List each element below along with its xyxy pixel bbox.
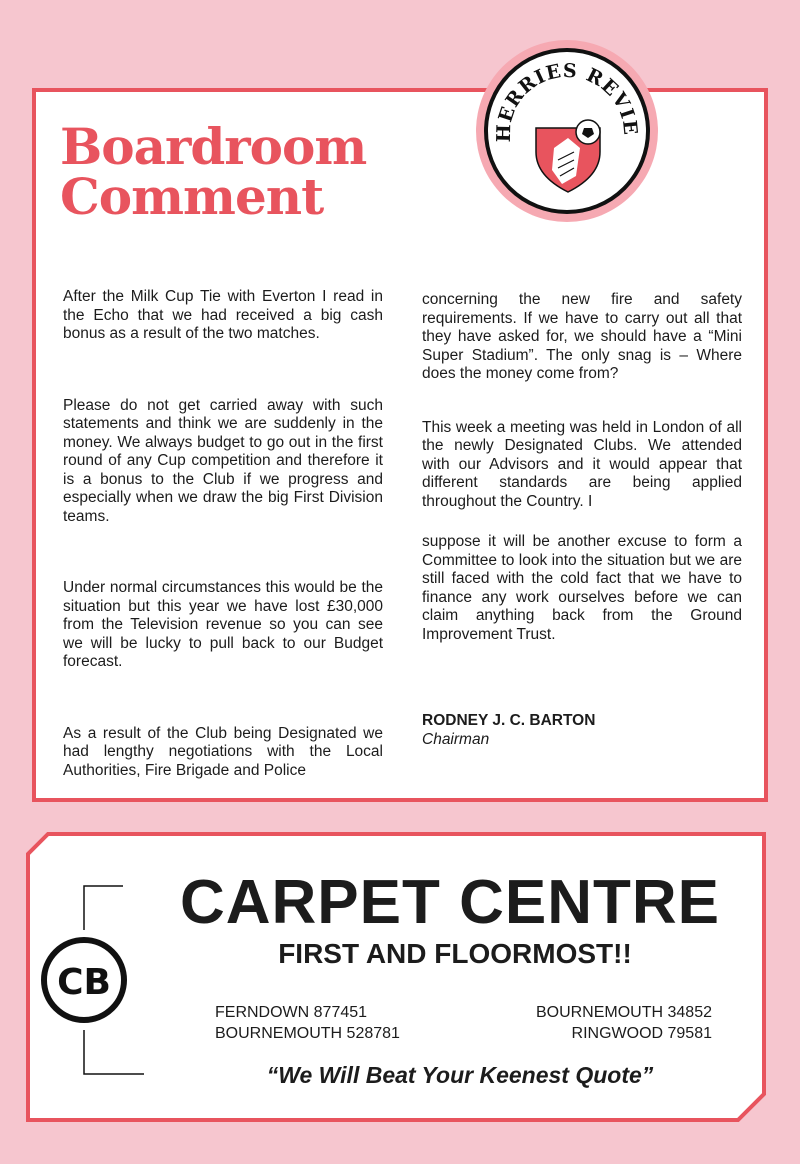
advert-subtitle: FIRST AND FLOORMOST!! bbox=[278, 938, 632, 969]
badge-text: HERRIES REVIE bbox=[492, 59, 642, 143]
article-heading bbox=[60, 117, 367, 226]
advert-title: CARPET CENTRE bbox=[179, 868, 721, 937]
logo-text: CB bbox=[57, 962, 111, 1003]
badge-inner-circle bbox=[484, 48, 650, 214]
cb-logo-icon bbox=[38, 880, 148, 1080]
article-right-column bbox=[422, 291, 742, 749]
phone-number: BOURNEMOUTH 34852 bbox=[535, 1004, 712, 1021]
phone-list-right bbox=[470, 1002, 712, 1044]
article-left-column bbox=[63, 288, 383, 780]
paragraph: Under normal circumstances this would be the situation but this year we have lost £30,000 from the Television revenue so you can see we will be lucky to pull back to our Budget forecast. bbox=[63, 579, 383, 670]
paragraph: Please do not get carried away with such statements and think we are suddenly in the money. We always budget to go out in the first round of any Cup competition and therefore it is a bonus to the Club if we progress and especially when we draw the big First Division teams. bbox=[63, 396, 383, 525]
phone-number: FERNDOWN 877451 bbox=[215, 1004, 368, 1021]
signature-name: RODNEY J. C. BARTON bbox=[422, 712, 596, 729]
phone-number: RINGWOOD 79581 bbox=[571, 1025, 712, 1042]
paragraph: As a result of the Club being Designated we had lengthy negotiations with the Local Authorities, Fire Brigade and Police bbox=[63, 724, 383, 779]
heading-line-1: Boardroom bbox=[60, 117, 367, 176]
advert-quote: “We Will Beat Your Keenest Quote” bbox=[266, 1062, 654, 1088]
paragraph: This week a meeting was held in London of all the newly Designated Clubs. We attended with our Advisors and it would appear that different standards are being applied throughout the Country. I bbox=[422, 418, 742, 510]
phone-number: BOURNEMOUTH 528781 bbox=[215, 1025, 400, 1042]
cherries-review-badge bbox=[476, 40, 658, 222]
paragraph: After the Milk Cup Tie with Everton I read in the Echo that we had received a big cash bonus as a result of the two matches. bbox=[63, 288, 383, 342]
paragraph: suppose it will be another excuse to form a Committee to look into the situation but we are still faced with the cold fact that we have to finance any work ourselves before we can claim anything back from the Ground Improvement Trust. bbox=[422, 533, 742, 643]
paragraph: concerning the new fire and safety requirements. If we have to carry out all that they have asked for, we should have a “Mini Super Stadium”. The only snag is – Where does the money come from? bbox=[422, 291, 742, 382]
carpet-centre-logo bbox=[38, 880, 148, 1080]
signature-role: Chairman bbox=[422, 730, 490, 748]
phone-list-left bbox=[215, 1002, 400, 1044]
cherries-crest-icon bbox=[488, 52, 646, 210]
heading-line-2: Comment bbox=[60, 167, 324, 226]
